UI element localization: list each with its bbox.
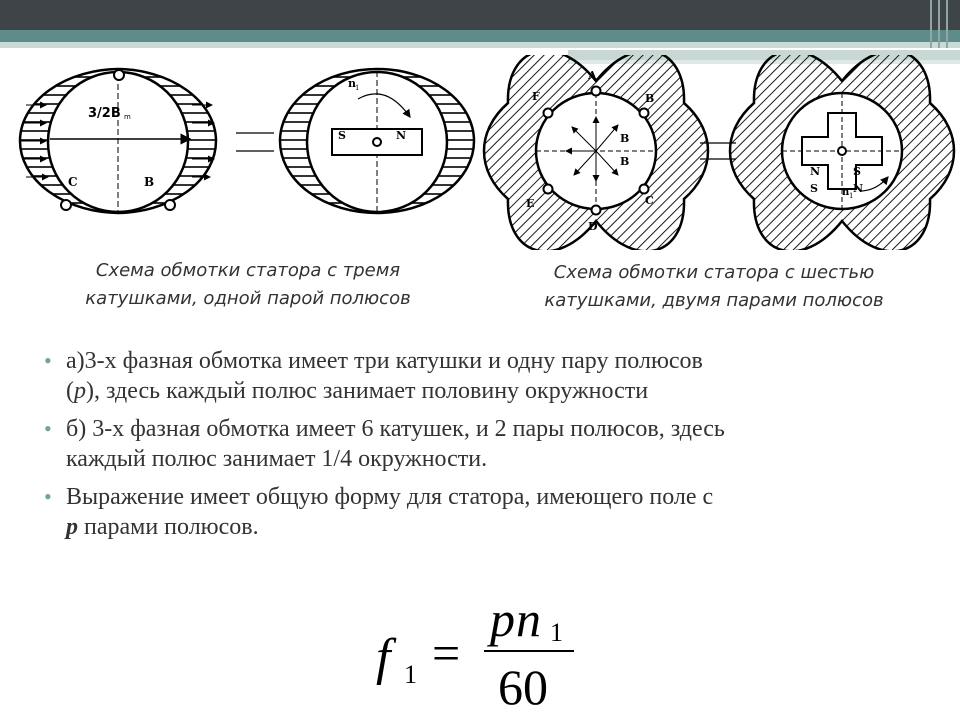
caption-right: Схема обмотки статора с шестью катушками, двумя парами полюсов <box>544 262 884 311</box>
coil-c-label: C <box>645 194 654 207</box>
header-bar <box>0 0 960 30</box>
field-label: 3/2B <box>88 106 121 121</box>
pole-s-label: S <box>338 129 346 142</box>
decor-vertical-lines <box>928 0 956 48</box>
formula-equals: = <box>432 625 461 681</box>
bullet-item-3: • Выражение имеет общую форму для статора, имеющего поле с р парами полюсов. <box>44 484 714 540</box>
svg-text:m: m <box>124 113 131 121</box>
rotation-label: n <box>348 77 356 90</box>
pole-n-label: N <box>396 129 407 142</box>
formula-lhs: f <box>376 629 391 686</box>
header-stripe-light <box>0 42 960 48</box>
fraction-bar <box>484 650 574 652</box>
cross-pole-n2: N <box>810 165 821 178</box>
coil-b-label: B <box>645 92 655 105</box>
bullet-item-1: • а)3-х фазная обмотка имеет три катушки и одну пару полюсов (р), здесь каждый полюс занимает половину окружности <box>44 348 703 404</box>
vector-b1-label: B <box>620 132 630 145</box>
bullet-dot-icon: • <box>44 484 52 509</box>
stator-diagram-1 <box>16 69 220 213</box>
rotor-diagram-1 <box>280 69 474 213</box>
phase-b-label: B <box>144 175 155 189</box>
coil-e-label: E <box>526 197 535 210</box>
equivalence-mark-1 <box>236 133 274 151</box>
formula-numerator: p <box>490 591 515 647</box>
bullet-dot-icon: • <box>44 416 52 441</box>
bullet-list <box>44 346 944 550</box>
stator-winding-diagrams <box>0 55 960 250</box>
cross-pole-n1: N <box>853 182 864 195</box>
rotation-label-2: n <box>842 187 850 198</box>
cross-pole-s2: S <box>853 165 861 178</box>
coil-a-label: A <box>588 69 597 82</box>
header-stripe <box>0 30 960 42</box>
coil-f-label: F <box>532 90 540 103</box>
bullet-item-2: • б) 3-х фазная обмотка имеет 6 катушек, и 2 пары полюсов, здесь каждый полюс занимает 1/4 окружности. <box>44 416 725 472</box>
vector-b2-label: B <box>620 155 630 168</box>
stator-diagram-2 <box>484 55 708 250</box>
frequency-formula: f 1 = p n 1 60 <box>370 588 590 713</box>
formula-denominator: 60 <box>498 659 548 715</box>
bullet-dot-icon: • <box>44 348 52 373</box>
cross-pole-s1: S <box>810 182 818 195</box>
coil-d-label: D <box>588 220 598 233</box>
rotor-diagram-2 <box>730 55 954 250</box>
svg-text:1: 1 <box>355 84 360 92</box>
svg-text:1: 1 <box>849 192 854 200</box>
caption-left: Схема обмотки статора с тремя катушками, одной парой полюсов <box>85 260 411 309</box>
phase-c-label: C <box>68 175 78 189</box>
